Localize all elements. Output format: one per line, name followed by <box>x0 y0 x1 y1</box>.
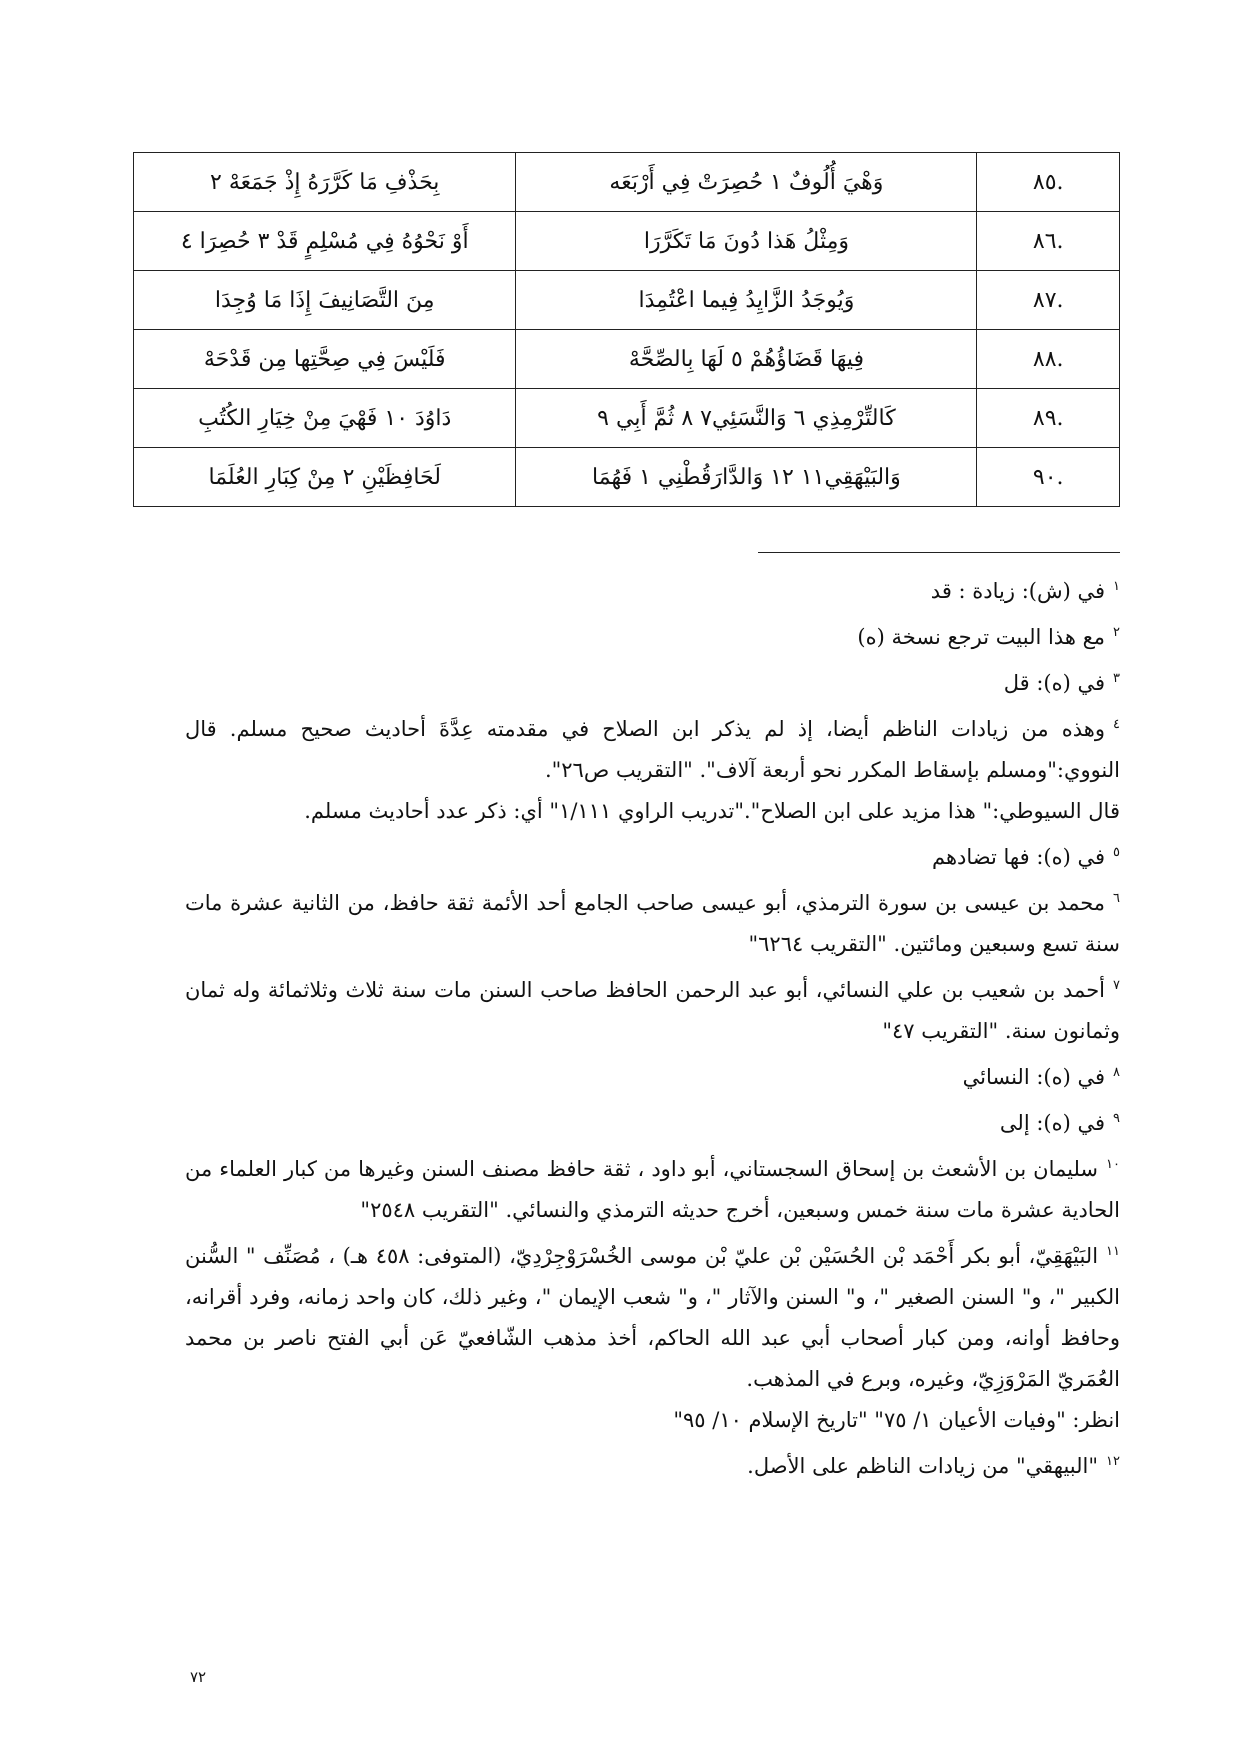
footnote-text: أحمد بن شعيب بن علي النسائي، أبو عبد الرحمن الحافظ صاحب السنن مات سنة ثلاث وثلاثمائة وله ثمان وثمانون سنة. "التقريب ٤٧" <box>185 978 1120 1043</box>
footnote-marker: ٥ <box>1113 845 1120 860</box>
verse-row <box>134 448 1120 507</box>
footnote-text: "البيهقي" من زيادات الناظم على الأصل. <box>747 1454 1099 1478</box>
verse-second-hemistich: أَوْ نَحْوُهُ فِي مُسْلِمٍ قَدْ ٣ حُصِرَا ٤ <box>134 212 516 271</box>
footnote-separator <box>758 552 1120 553</box>
verse-number: .٨٧ <box>977 271 1120 330</box>
verse-number: .٨٦ <box>977 212 1120 271</box>
verse-number: .٨٨ <box>977 330 1120 389</box>
verse-number: .٨٥ <box>977 153 1120 212</box>
verse-first-hemistich: وَهْيَ أُلُوفٌ ١ حُصِرَتْ فِي أَرْبَعَه <box>516 153 977 212</box>
footnote-marker: ١٢ <box>1106 1454 1120 1469</box>
verse-row <box>134 330 1120 389</box>
verse-row <box>134 153 1120 212</box>
verse-second-hemistich: مِنَ التَّصَانِيفَ إِذَا مَا وُجِدَا <box>134 271 516 330</box>
footnote-text: في (ه): قل <box>1003 671 1106 695</box>
verse-first-hemistich: وَمِثْلُ هَذا دُونَ مَا تَكَرَّرَا <box>516 212 977 271</box>
verse-second-hemistich: دَاوُدَ ١٠ فَهْيَ مِنْ خِيَارِ الكُتُبِ <box>134 389 516 448</box>
footnotes <box>185 566 1120 1487</box>
footnote-marker: ٦ <box>1113 891 1120 906</box>
verse-first-hemistich: وَالبَيْهَقِي١١ ١٢ وَالدَّارَقُطْنِي ١ فَهُمَا <box>516 448 977 507</box>
verse-second-hemistich: بِحَذْفِ مَا كَرَّرَهُ إِذْ جَمَعَهْ ٢ <box>134 153 516 212</box>
footnote <box>185 566 1120 612</box>
footnote-text: في (ه): النسائي <box>962 1065 1106 1089</box>
footnote-marker: ٤ <box>1113 717 1120 732</box>
verse-second-hemistich: لَحَافِظَيْنِ ٢ مِنْ كِبَارِ العُلَمَا <box>134 448 516 507</box>
footnote <box>185 1052 1120 1098</box>
footnote-marker: ١١ <box>1106 1244 1120 1259</box>
verse-second-hemistich: فَلَيْسَ فِي صِحَّتِها مِن قَدْحَهْ <box>134 330 516 389</box>
verse-first-hemistich: كَالتِّرْمِذِي ٦ وَالنَّسَئِي٧ ٨ ثُمَّ أَبِي ٩ <box>516 389 977 448</box>
verse-number: .٨٩ <box>977 389 1120 448</box>
footnote-marker: ٧ <box>1113 978 1120 993</box>
footnote-text: مع هذا البيت ترجع نسخة (ه) <box>857 625 1106 649</box>
footnote <box>185 704 1120 791</box>
footnote-continuation <box>185 791 1120 832</box>
footnote-text: سليمان بن الأشعث بن إسحاق السجستاني، أبو داود ، ثقة حافظ مصنف السنن وغيرها من كبار العلماء من الحادية عشرة مات سنة خمس وسبعين، أخرج حديثه الترمذي والنسائي. "التقريب ٢٥٤٨" <box>185 1157 1120 1222</box>
footnote-text: في (ش): زيادة : قد <box>930 579 1106 603</box>
footnote-text: في (ه): إلى <box>999 1111 1106 1135</box>
footnote-text: وهذه من زيادات الناظم أيضا، إذ لم يذكر ابن الصلاح في مقدمته عِدَّةَ أحاديث صحيح مسلم. قال النووي:"ومسلم بإسقاط المكرر نحو أربعة آلاف". "التقريب ص٢٦". <box>185 717 1120 782</box>
footnote-text: محمد بن عيسى بن سورة الترمذي، أبو عيسى صاحب الجامع أحد الأئمة ثقة حافظ، من الثانية عشرة مات سنة تسع وسبعين ومائتين. "التقريب ٦٢٦٤" <box>185 891 1120 956</box>
footnote <box>185 832 1120 878</box>
footnote <box>185 878 1120 965</box>
footnote <box>185 1231 1120 1400</box>
footnote-marker: ٢ <box>1113 625 1120 640</box>
verse-row <box>134 389 1120 448</box>
footnote-marker: ١٠ <box>1106 1157 1120 1172</box>
verse-row <box>134 212 1120 271</box>
footnote <box>185 1098 1120 1144</box>
footnote-text: البَيْهَقِيّ، أبو بكر أَحْمَد بْن الحُسَيْن بْن عليّ بْن موسى الخُسْرَوْجِرْدِيّ، (المتوفى: ٤٥٨ هـ) ، مُصَنِّف " السُّنن الكبير "، و" السنن الصغير "، و" السنن والآثار "، و" شعب الإيمان "، وغير ذلك، كان واحد زمانه، وفرد أقرانه، وحافظ أوانه، ومن كبار أصحاب أبي عبد الله الحاكم، أخذ مذهب الشّافعيّ عَن أبي الفتح ناصر بن محمد العُمَريّ المَرْوَزِيّ، وغيره، وبرع في المذهب. <box>185 1244 1120 1391</box>
verse-row <box>134 271 1120 330</box>
verse-first-hemistich: وَيُوجَدُ الزَّايِدُ فِيما اعْتُمِدَا <box>516 271 977 330</box>
footnote <box>185 612 1120 658</box>
footnote-marker: ١ <box>1113 579 1120 594</box>
verse-first-hemistich: فِيهَا قَضَاؤُهُمْ ٥ لَهَا بِالصِّحَّهْ <box>516 330 977 389</box>
footnote <box>185 965 1120 1052</box>
footnote-continuation <box>185 1400 1120 1441</box>
footnote <box>185 658 1120 704</box>
footnote-text: في (ه): فها تضادهم <box>932 845 1106 869</box>
footnote-text: انظر: "وفيات الأعيان ١/ ٧٥" "تاريخ الإسلام ١٠/ ٩٥" <box>673 1408 1120 1432</box>
footnote-marker: ٩ <box>1113 1111 1120 1126</box>
verse-number: .٩٠ <box>977 448 1120 507</box>
footnote-marker: ٣ <box>1113 671 1120 686</box>
footnote <box>185 1441 1120 1487</box>
footnote <box>185 1144 1120 1231</box>
footnote-text: قال السيوطي:" هذا مزيد على ابن الصلاح"."تدريب الراوي ١/١١١" أي: ذكر عدد أحاديث مسلم. <box>304 799 1120 823</box>
verse-table <box>133 152 1120 507</box>
page-number: ٧٢ <box>190 1668 207 1686</box>
footnote-marker: ٨ <box>1113 1065 1120 1080</box>
